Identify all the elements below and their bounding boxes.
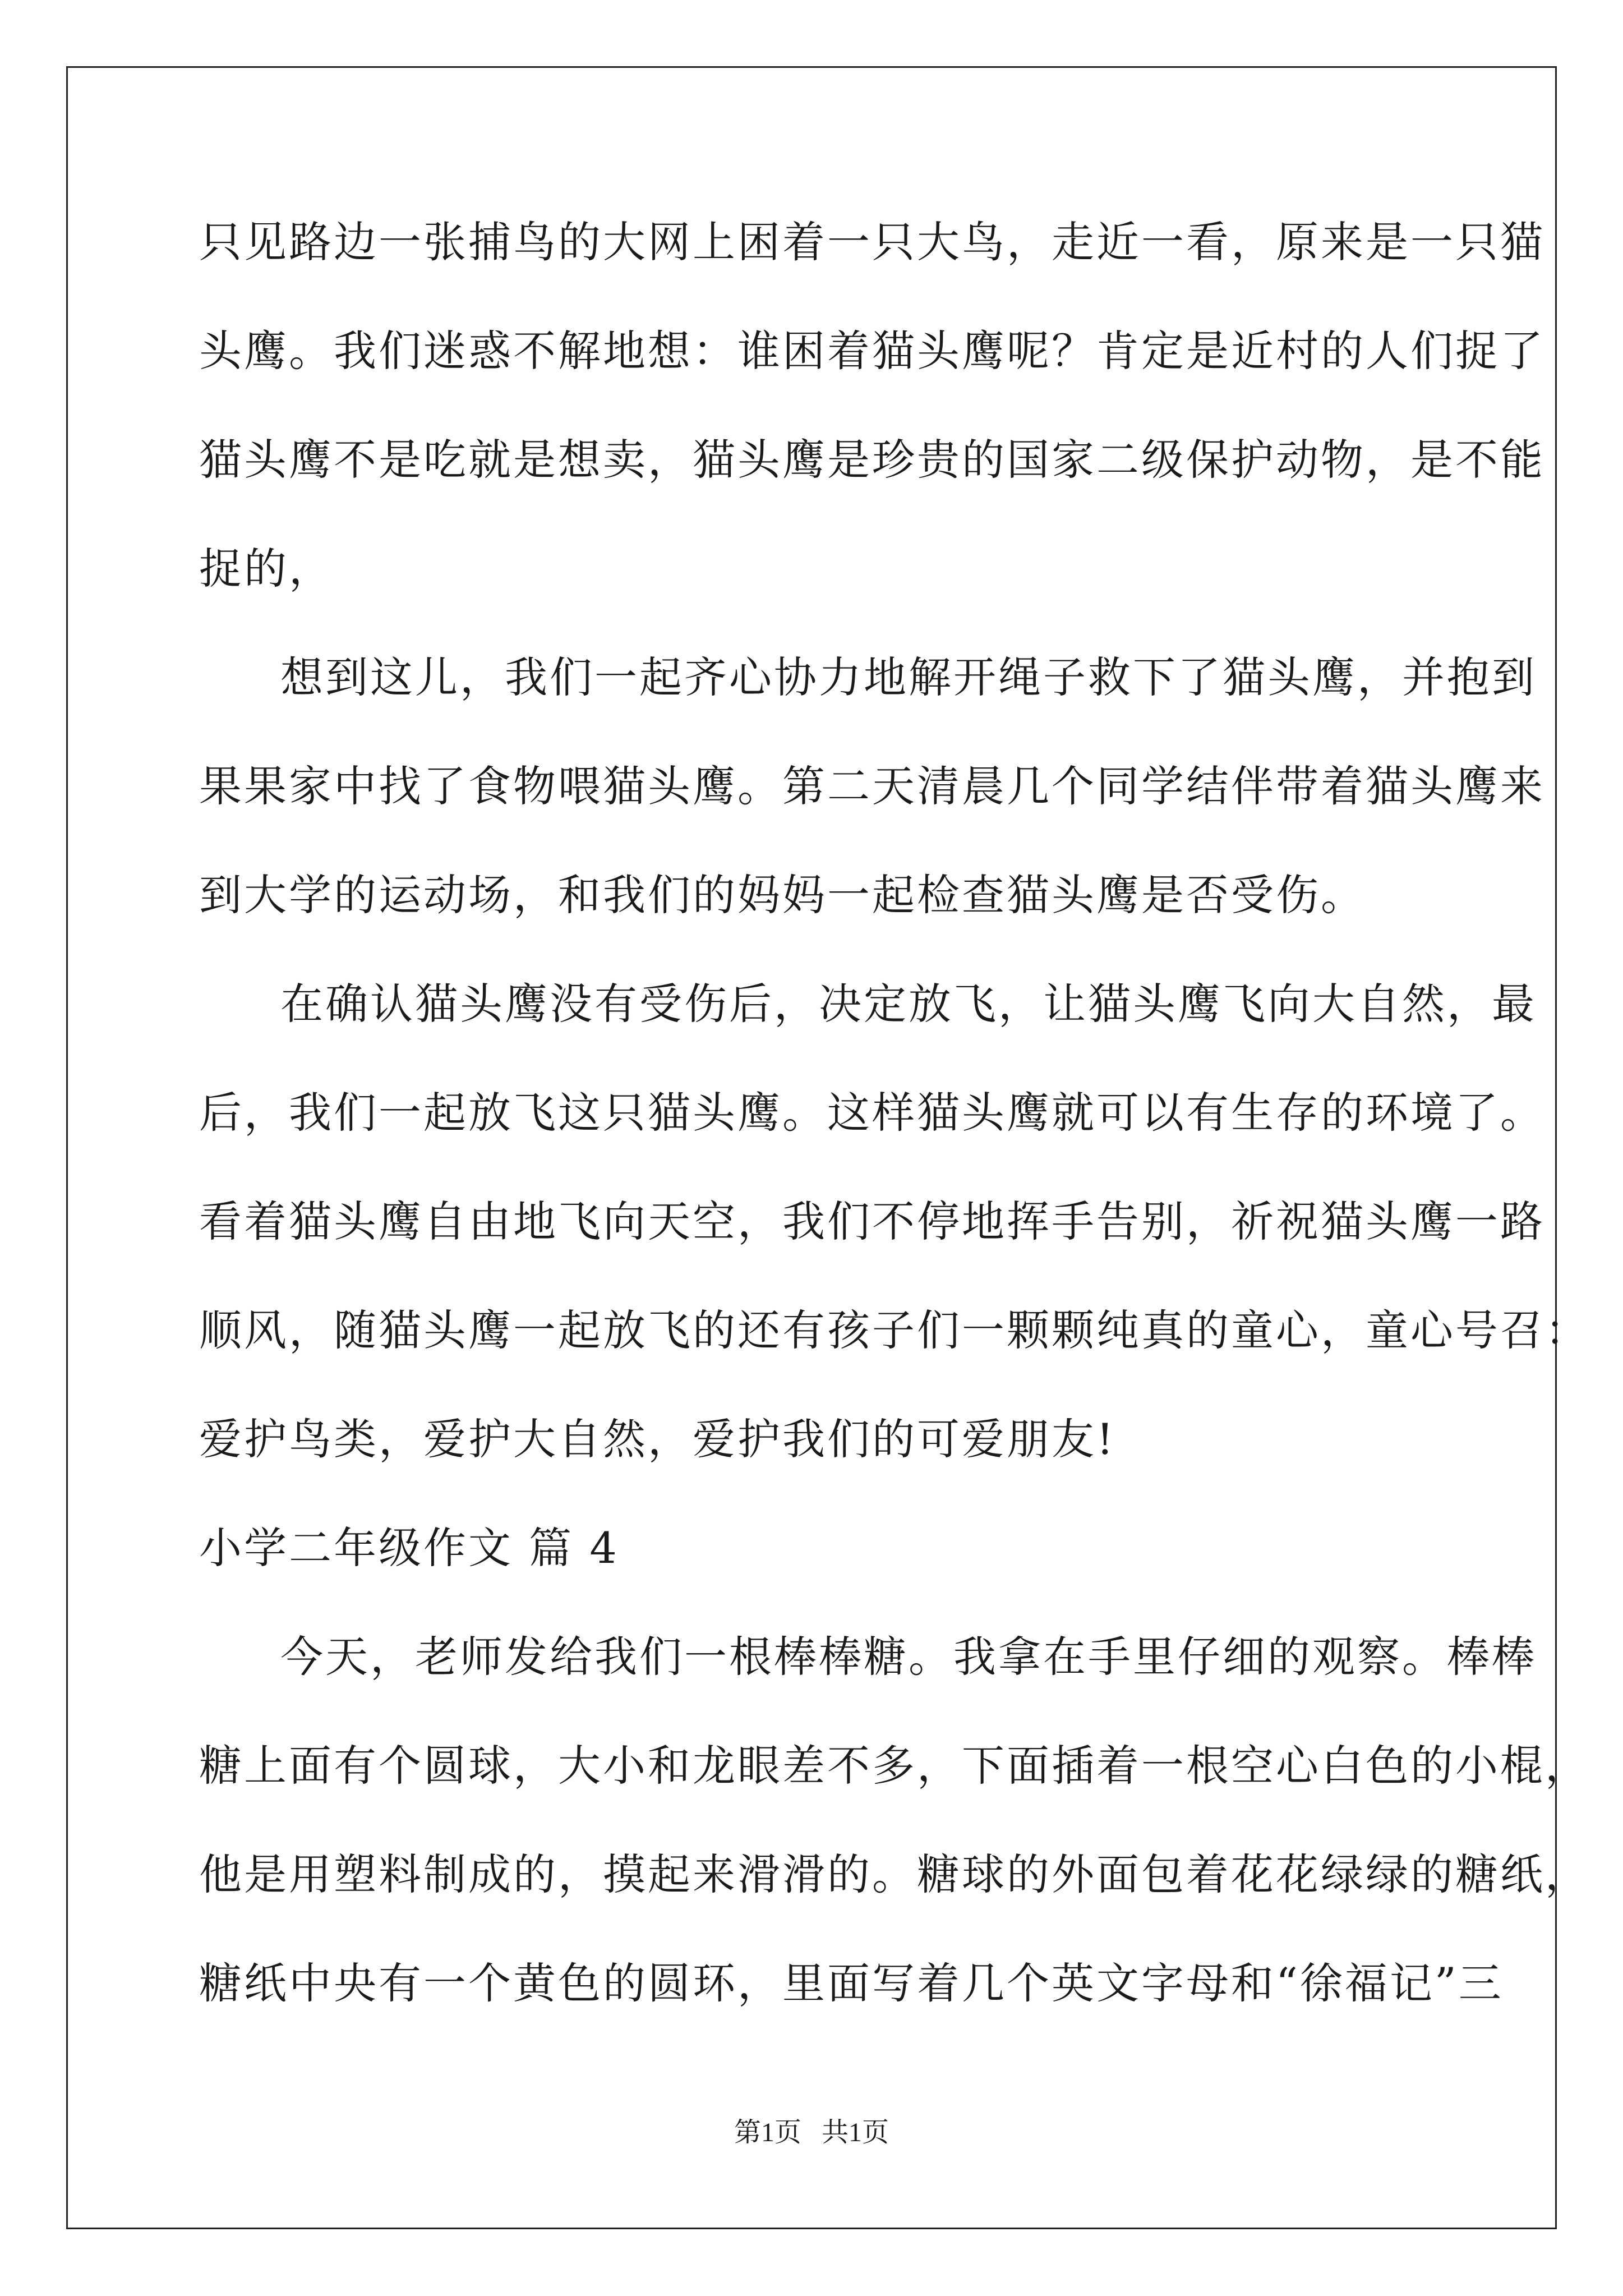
paragraph-first-line: 在确认猫头鹰没有受伤后，决定放飞，让猫头鹰飞向大自然，最 — [280, 979, 1537, 1029]
paragraph-first-line: 今天，老师发给我们一根棒棒糖。我拿在手里仔细的观察。棒棒 — [280, 1632, 1537, 1682]
paragraph-first-line: 想到这儿，我们一起齐心协力地解开绳子救下了猫头鹰，并抱到 — [280, 652, 1537, 702]
text-line: 头鹰。我们迷惑不解地想：谁困着猫头鹰呢？肯定是近村的人们捉了 — [199, 326, 1545, 376]
page-footer: 第1页 共1页 — [734, 2118, 889, 2147]
text-line: 糖纸中央有一个黄色的圆环，里面写着几个英文字母和“徐福记”三 — [199, 1958, 1504, 2008]
text-line: 顺风，随猫头鹰一起放飞的还有孩子们一颗颗纯真的童心，童心号召： — [199, 1305, 1590, 1355]
text-line: 后，我们一起放飞这只猫头鹰。这样猫头鹰就可以有生存的环境了。 — [199, 1088, 1545, 1138]
section-heading: 小学二年级作文 篇 4 — [199, 1523, 619, 1573]
text-line: 爱护鸟类，爱护大自然，爱护我们的可爱朋友! — [199, 1414, 1116, 1464]
text-line: 果果家中找了食物喂猫头鹰。第二天清晨几个同学结伴带着猫头鹰来 — [199, 761, 1545, 811]
text-line: 猫头鹰不是吃就是想卖，猫头鹰是珍贵的国家二级保护动物，是不能 — [199, 435, 1545, 485]
text-line: 糖上面有个圆球，大小和龙眼差不多，下面插着一根空心白色的小棍， — [199, 1741, 1590, 1791]
text-line: 他是用塑料制成的，摸起来滑滑的。糖球的外面包着花花绿绿的糖纸， — [199, 1849, 1590, 1899]
text-line: 只见路边一张捕鸟的大网上困着一只大鸟，走近一看，原来是一只猫 — [199, 217, 1545, 267]
text-line: 捉的， — [199, 544, 334, 593]
text-line: 到大学的运动场，和我们的妈妈一起检查猫头鹰是否受伤。 — [199, 870, 1366, 920]
text-line: 看着猫头鹰自由地飞向天空，我们不停地挥手告别，祈祝猫头鹰一路 — [199, 1197, 1545, 1246]
